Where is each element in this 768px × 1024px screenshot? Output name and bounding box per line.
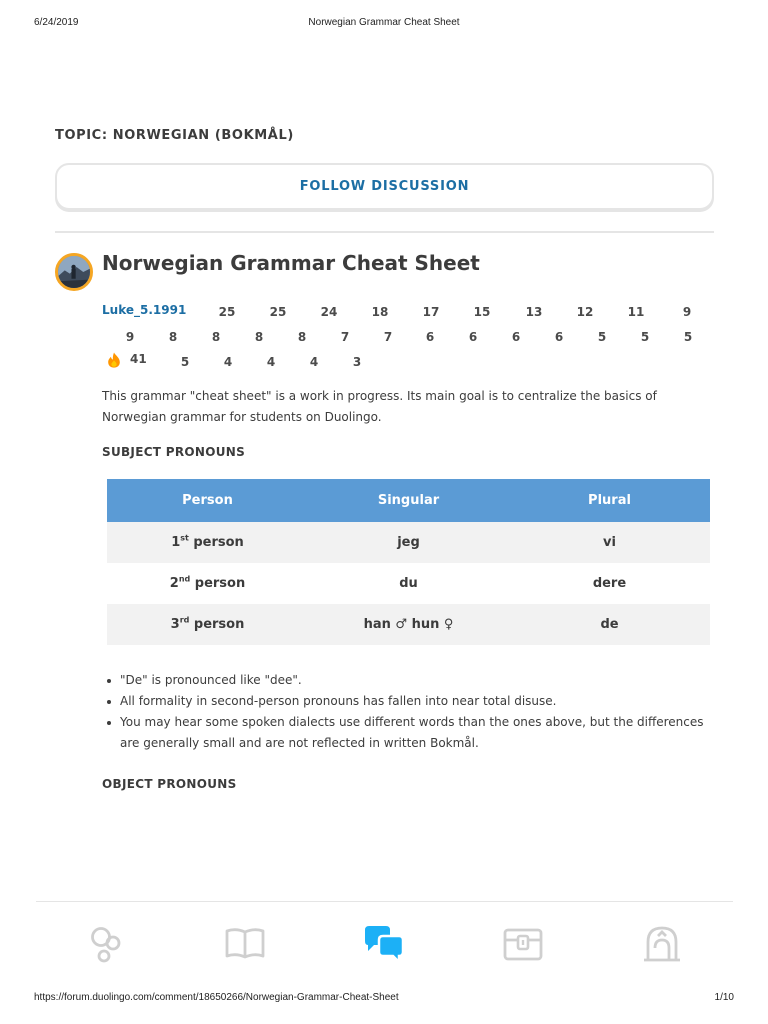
language-level: 8 <box>168 330 178 344</box>
language-level: 4 <box>223 355 233 369</box>
bottom-nav-divider <box>36 901 733 902</box>
post-intro: This grammar "cheat sheet" is a work in progress. Its main goal is to centralize the basics of Norwegian grammar for students on Duolingo. <box>102 389 657 424</box>
post-title: Norwegian Grammar Cheat Sheet <box>102 251 480 275</box>
subject-pronouns-heading: SUBJECT PRONOUNS <box>102 445 246 459</box>
streak-count: 41 <box>130 352 147 366</box>
plural-cell: dere <box>592 576 627 591</box>
nav-profile[interactable] <box>640 922 684 966</box>
nav-shop-chest[interactable] <box>501 922 545 966</box>
list-item: All formality in second-person pronouns has fallen into near total disuse. <box>120 691 710 712</box>
language-level: 6 <box>468 330 478 344</box>
streak-flame-icon <box>107 352 121 368</box>
singular-cell: du <box>399 576 418 591</box>
person-cell <box>107 522 308 563</box>
person-number: 1 <box>171 535 181 550</box>
list-item: You may hear some spoken dialects use different words than the ones above, but the differences are generally small and are not reflected in written Bokmål. <box>120 712 710 754</box>
book-icon <box>223 922 267 966</box>
language-level: 5 <box>640 330 650 344</box>
person-cell <box>107 563 308 604</box>
person-number: 2 <box>169 576 179 591</box>
avatar-photo-icon <box>58 256 90 288</box>
language-level: 18 <box>371 305 389 319</box>
author-username[interactable]: Luke_5.1991 <box>102 303 187 317</box>
person-label: person <box>189 617 245 632</box>
language-level: 4 <box>309 355 319 369</box>
person-label: person <box>188 535 244 550</box>
plural-cell: vi <box>509 522 710 563</box>
column-header-person: Person <box>107 479 308 522</box>
notes-list <box>120 670 710 754</box>
print-url: https://forum.duolingo.com/comment/18650266/Norwegian-Grammar-Cheat-Sheet <box>34 992 399 1003</box>
language-level: 6 <box>554 330 564 344</box>
language-level: 6 <box>511 330 521 344</box>
profile-mascot-icon <box>640 922 684 966</box>
language-level: 25 <box>218 305 236 319</box>
list-item: "De" is pronounced like "dee". <box>120 670 710 691</box>
language-level: 8 <box>211 330 221 344</box>
nav-learn[interactable] <box>84 922 128 966</box>
language-level: 4 <box>266 355 276 369</box>
language-level: 8 <box>297 330 307 344</box>
discussion-icon <box>362 922 406 966</box>
avatar[interactable] <box>55 253 93 291</box>
language-level: 9 <box>125 330 135 344</box>
print-header <box>0 17 768 31</box>
singular-cell: han ♂ hun ♀ <box>308 604 509 645</box>
ordinal-suffix: st <box>180 533 189 543</box>
plural-cell: de <box>509 604 710 645</box>
language-level: 25 <box>269 305 287 319</box>
nav-discussion[interactable] <box>362 922 406 966</box>
language-level: 3 <box>352 355 362 369</box>
language-level: 9 <box>682 305 692 319</box>
person-cell <box>107 604 308 645</box>
language-level: 8 <box>254 330 264 344</box>
nav-stories[interactable] <box>223 922 267 966</box>
divider <box>55 231 714 233</box>
language-level: 24 <box>320 305 338 319</box>
language-level: 17 <box>422 305 440 319</box>
print-title: Norwegian Grammar Cheat Sheet <box>308 17 460 28</box>
table-row <box>107 604 710 645</box>
ordinal-suffix: rd <box>179 615 190 625</box>
column-header-singular: Singular <box>308 479 509 522</box>
language-level: 5 <box>597 330 607 344</box>
subject-pronouns-table <box>107 479 710 645</box>
column-header-plural: Plural <box>509 479 710 522</box>
language-level: 5 <box>180 355 190 369</box>
language-level: 5 <box>683 330 693 344</box>
person-number: 3 <box>170 617 180 632</box>
person-label: person <box>190 576 246 591</box>
print-page-number: 1/10 <box>714 992 734 1003</box>
language-level: 7 <box>383 330 393 344</box>
language-level: 11 <box>627 305 645 319</box>
ordinal-suffix: nd <box>178 574 191 584</box>
language-level: 6 <box>425 330 435 344</box>
print-footer <box>0 992 768 1006</box>
table-header-row <box>107 479 710 522</box>
treasure-chest-icon <box>501 922 545 966</box>
object-pronouns-heading: OBJECT PRONOUNS <box>102 777 237 791</box>
bubbles-icon <box>84 922 128 966</box>
print-date: 6/24/2019 <box>34 17 79 28</box>
topic-link[interactable]: TOPIC: NORWEGIAN (BOKMÅL) <box>55 128 294 143</box>
language-level: 15 <box>473 305 491 319</box>
singular-cell: jeg <box>308 522 509 563</box>
table-row <box>107 522 710 563</box>
language-level: 12 <box>576 305 594 319</box>
language-level: 7 <box>340 330 350 344</box>
language-level: 13 <box>525 305 543 319</box>
follow-discussion-button[interactable]: FOLLOW DISCUSSION <box>55 163 714 210</box>
table-row <box>107 563 710 604</box>
